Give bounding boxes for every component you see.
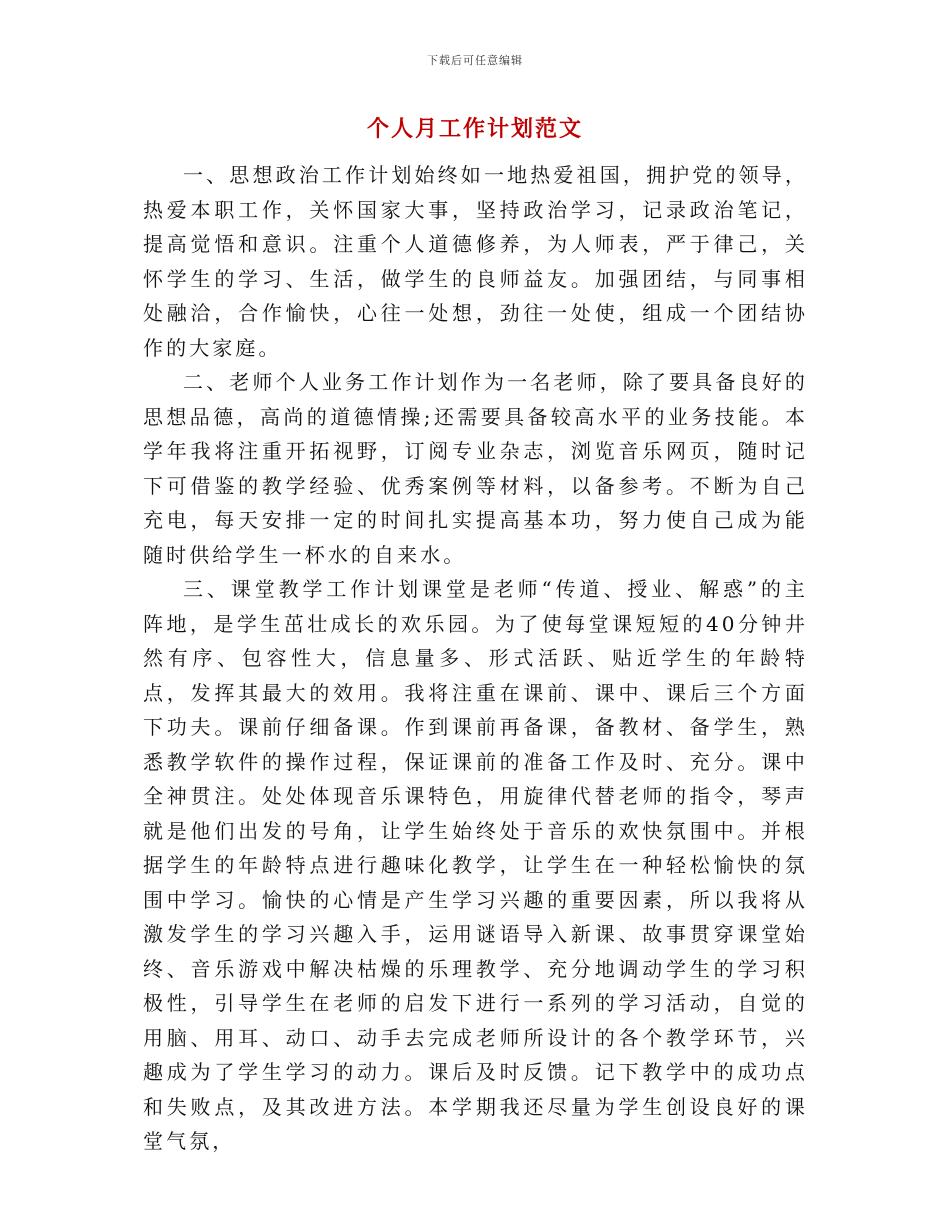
paragraph-political-work: 一、思想政治工作计划始终如一地热爱祖国，拥护党的领导，热爱本职工作，关怀国家大事，坚持政治学习，记录政治笔记，提高觉悟和意识。注重个人道德修养，为人师表，严于律己，关怀学生的学习、生活，做学生的良师益友。加强团结，与同事相处融洽，合作愉快，心往一处想，劲往一处使，组成一个团结协作的大家庭。: [143, 163, 808, 360]
paragraph-professional-work: 二、老师个人业务工作计划作为一名老师，除了要具备良好的思想品德，高尚的道德情操;还需要具备较高水平的业务技能。本学年我将注重开拓视野，订阅专业杂志，浏览音乐网页，随时记下可借鉴的教学经验、优秀案例等材料，以备参考。不断为自己充电，每天安排一定的时间扎实提高基本功，努力使自己成为能随时供给学生一杯水的自来水。: [143, 370, 808, 567]
document-title: 个人月工作计划范文: [366, 116, 583, 142]
document-body: [143, 158, 808, 1159]
page-header-note: 下载后可任意编辑: [427, 54, 523, 67]
paragraph-classroom-teaching: 三、课堂教学工作计划课堂是老师“传道、授业、解惑”的主阵地，是学生茁壮成长的欢乐园。为了使每堂课短短的40分钟井然有序、包容性大，信息量多、形式活跃、贴近学生的年龄特点，发挥其最大的效用。我将注重在课前、课中、课后三个方面下功夫。课前仔细备课。作到课前再备课，备教材、备学生，熟悉教学软件的操作过程，保证课前的准备工作及时、充分。课中全神贯注。处处体现音乐课特色，用旋律代替老师的指令，琴声就是他们出发的号角，让学生始终处于音乐的欢快氛围中。并根据学生的年龄特点进行趣味化教学，让学生在一种轻松愉快的氛围中学习。愉快的心情是产生学习兴趣的重要因素，所以我将从激发学生的学习兴趣入手，运用谜语导入新课、故事贯穿课堂始终、音乐游戏中解决枯燥的乐理教学、充分地调动学生的学习积极性，引导学生在老师的启发下进行一系列的学习活动，自觉的用脑、用耳、动口、动手去完成老师所设计的各个教学环节，兴趣成为了学生学习的动力。课后及时反馈。记下教学中的成功点和失败点，及其改进方法。本学期我还尽量为学生创设良好的课堂气氛，: [143, 577, 808, 1153]
